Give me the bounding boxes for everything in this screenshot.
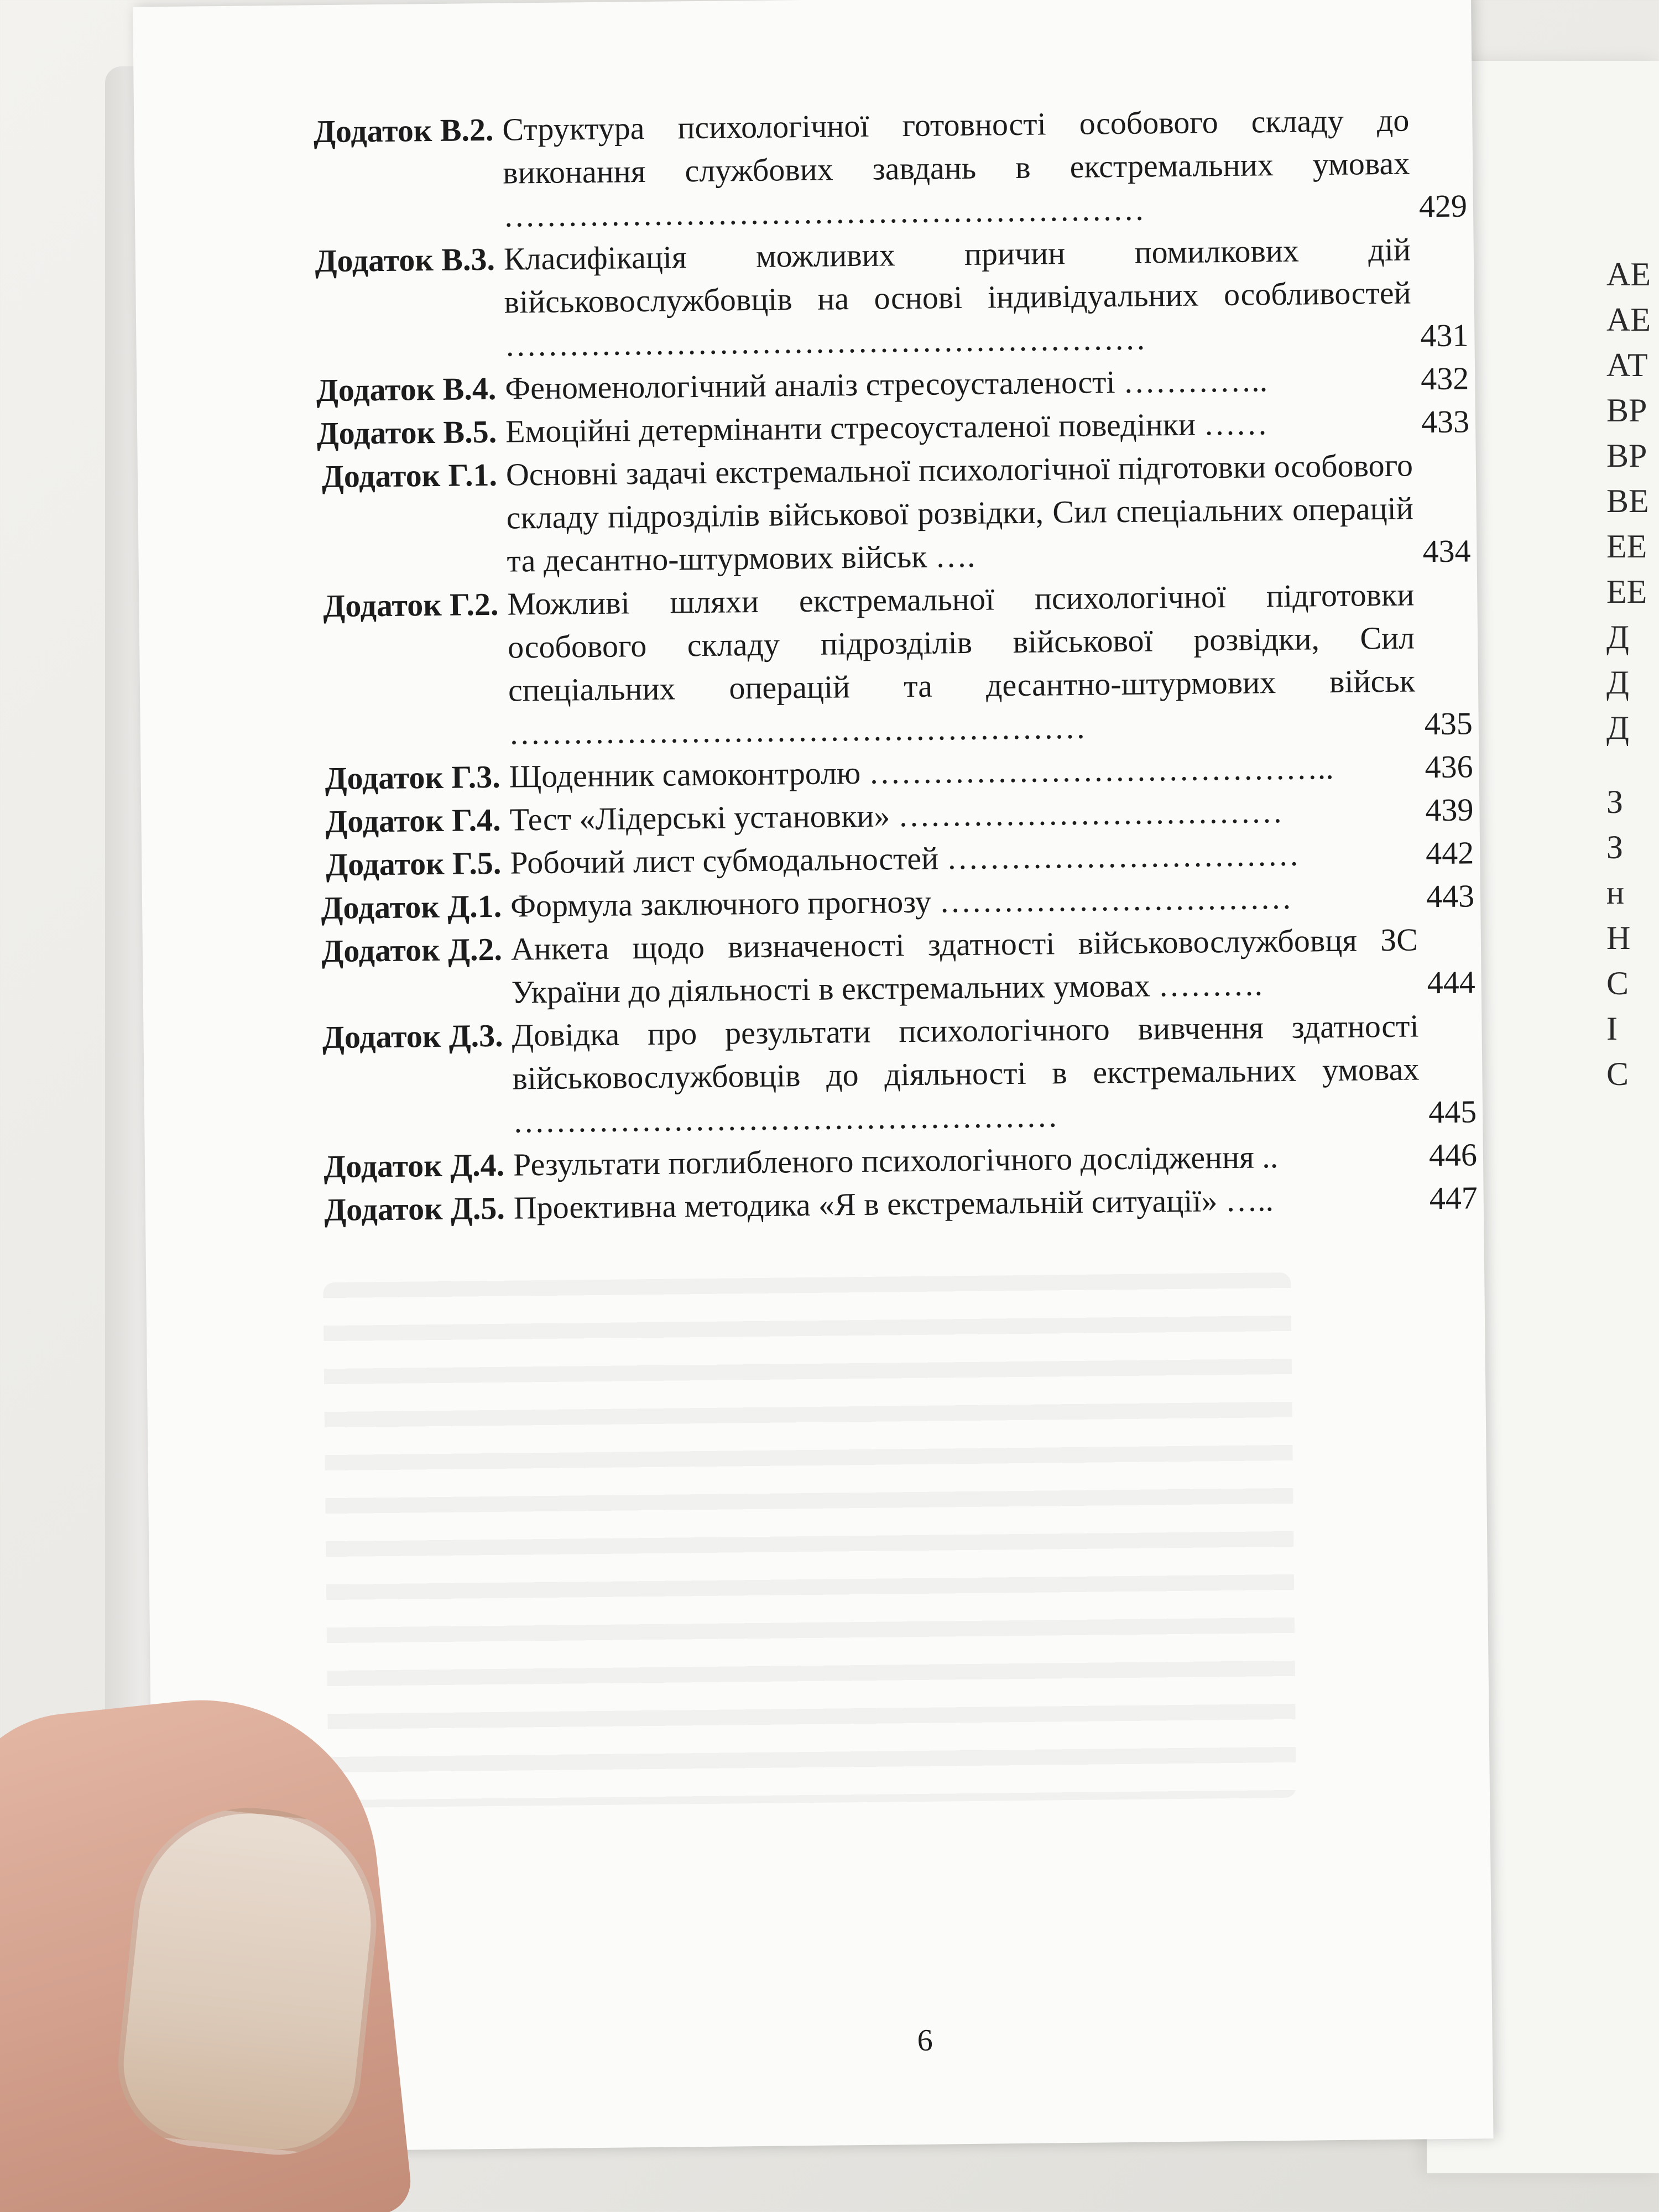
back-letter: Д [1606,664,1629,701]
toc-entry-label: Додаток Д.4. [324,1146,505,1185]
back-letter: С [1606,1056,1629,1092]
toc-entry-label: Додаток Д.2. [321,931,503,969]
toc-entry [262,227,1480,369]
back-letter-gap [1606,750,1659,779]
toc-entry-label: Додаток Д.1. [321,888,502,926]
toc-entry [270,917,1488,1016]
toc-entry-title: Можливі шляхи екстремальної психологічної підготовки особового складу підрозділів військової розвідки, Сил спеціальних операцій та десантно-штурмових військ ……………………………………………… [507,576,1416,752]
toc-entry-page: 435 [1424,705,1473,742]
back-letter: ЕЕ [1606,573,1647,610]
back-letter: Н [1606,920,1631,956]
toc-entry-title: Тест «Лідерські установки» ……………………………… [509,793,1284,838]
toc-entry-page: 447 [1429,1180,1478,1217]
toc-entry-title: Структура психологічної готовності особового складу до виконання службових завдань в екстремальних умовах …………………………………………………… [502,102,1410,234]
toc-entry-page: 442 [1425,834,1474,872]
back-letter: АЕ [1606,301,1651,338]
back-letter: ВР [1606,437,1647,474]
show-through-text [323,1272,1296,1808]
back-letter: ВЕ [1606,483,1649,519]
back-letter: АЕ [1606,256,1651,293]
toc-entry-page: 434 [1422,533,1471,570]
back-page-letters [1606,252,1659,1097]
toc-entry-title: Анкета щодо визначеності здатності військовослужбовця ЗС України до діяльності в екстремальних умовах ………. [510,921,1418,1010]
toc-entry-page: 432 [1420,360,1469,397]
toc-entry [266,572,1484,758]
toc-entry [265,443,1483,585]
toc-entry [270,1004,1488,1146]
back-letter: З [1606,829,1624,865]
back-letter: н [1606,874,1625,911]
toc-entry-page: 446 [1428,1136,1478,1173]
back-letter: АТ [1606,347,1648,383]
toc-entry-label: Додаток Д.5. [324,1190,505,1228]
back-letter: ВР [1606,392,1647,429]
toc-entry-title: Робочий лист субмодальностей …………………………… [509,836,1300,881]
back-letter: З [1606,784,1624,820]
toc-entry-title: Щоденник самоконтролю …………………………………….. [509,750,1334,795]
back-letter: Д [1606,619,1629,655]
back-letter: ЕЕ [1606,528,1647,565]
toc-entry [261,98,1479,240]
toc-entry-label: Додаток В.2. [313,111,494,150]
toc-entry-label: Додаток Г.2. [323,586,499,624]
page-number: 6 [917,2023,933,2058]
back-letter: С [1606,965,1629,1001]
toc-entry-label: Додаток В.5. [316,413,497,452]
back-letter: І [1606,1010,1618,1047]
toc-entry-title: Феноменологічний аналіз стресоусталеності ………….. [504,362,1268,406]
toc-entry-label: Додаток Г.5. [325,844,502,883]
back-letter: Д [1606,709,1629,746]
toc-entry-label: Додаток Г.1. [321,456,498,495]
toc-entry-page: 431 [1420,317,1469,354]
toc-entry-title: Емоційні детермінанти стресоусталеної поведінки …… [505,405,1268,450]
toc-entry-label: Додаток В.3. [315,241,495,279]
toc-entry-page: 436 [1425,748,1473,785]
toc-entry-page: 445 [1428,1093,1477,1130]
toc-entry-label: Додаток Д.3. [322,1017,503,1056]
toc-entry-page: 433 [1421,403,1470,440]
table-of-contents [261,98,1489,1232]
toc-entry-label: Додаток В.4. [316,370,497,409]
toc-entry-page: 443 [1426,878,1475,915]
toc-entry-page: 439 [1425,791,1474,828]
toc-entry-page: 444 [1427,964,1476,1001]
toc-entry-title: Результати поглибленого психологічного дослідження .. [513,1139,1279,1183]
toc-entry-title: Формула заключного прогнозу …………………………… [510,879,1292,924]
toc-entry-page: 429 [1418,187,1468,225]
toc-entry-label: Додаток Г.3. [325,758,501,797]
toc-entry-label: Додаток Г.4. [325,801,501,840]
toc-entry-title: Довідка про результати психологічного вивчення здатності військовослужбовців до діяльності в екстремальних умовах …………………………………………… [512,1008,1420,1140]
toc-entry-title: Класифікація можливих причин помилкових дій військовослужбовців на основі індивідуальних особливостей …………………………………………………… [503,231,1411,363]
toc-entry-title: Проективна методика «Я в екстремальній ситуації» ….. [513,1182,1274,1226]
toc-entry-title: Основні задачі екстремальної психологічної підготовки особового складу підрозділів військової розвідки, Сил спеціальних операцій та десантно-штурмових військ …. [505,447,1414,579]
